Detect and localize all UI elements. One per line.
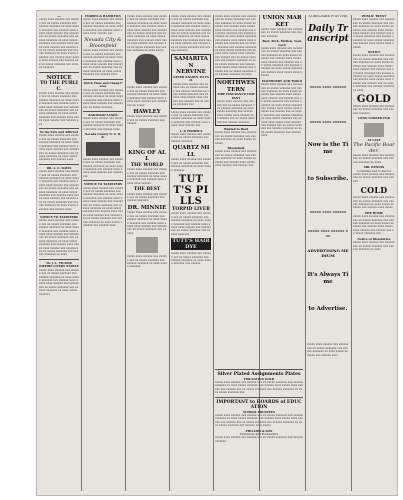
column-7: SUBSCRIBE FOR THE Daily Transcript xxxxx xxxx xxxxxx xxxxx xxxx xxxxxx Now is the Time to Subscribe. xxxxx xxxx xxxxxx xxxxx xxxx xxxxxx xxx ADVERTISING MEDIUM It's Always Time to Advertise. xxxxx xxxx xxxxxx xxx xxxxxx xxx xx xxxxx xxxxxxx xxx xxxxxx xxxxxxx xx xxxx xxxxx xxxxxxx xxx xxxxxx xxxx [307, 15, 349, 357]
to-subscribe: to Subscribe. [307, 176, 349, 183]
daily-transcript-heading: Daily Transcript [307, 24, 349, 45]
engraving [139, 128, 155, 148]
torpid-liver-heading: TORPID LIVER [172, 206, 210, 212]
sick-ad-heading: To the Sick and Afflicted [39, 130, 79, 135]
column-8: PUBLIC TRUST xxxxx xxxx xxxxxx xxx xxxxxx xxx xx xxxxx xxxxxxx xxx xxxxxx xxxxxxx xx xxxx xxxxx xxxxxxx xxx xxxxxx xxxx xxxxx xxxx xxxxxx xxx xxxxxx xxx xx xxxxx xxxxxxx xxx xxxxxx xxxxxxx xx xxxx xxxxx xxxxxxx xxx xxxxxx xxxx xxxxx xxxx xxxxxx NOTICE xxxxx xxxx xxxxxx xxx xxxxxx xxx xx xxxxx xxxxxxx xxx xxxxxx xxxxxxx xx xxxx xxxxx xxxxxxx xxx xxxxxx xxxx xxxxx xxxx xxxxxx xxx xxxxxx xxx xx xxxxx xxxxxxx xxx xxxxxx xxxxxxx xx xxxx xxxxx xxxxxxx xxx xxxxxx xxxx xxxxx xxxx xxxxxx xxx xxxxxx xxx xx xxxxx xxxxxxx xxx xxxxxx xxxxxxx xx xxxx GOLD xxxxx xxxx xxxxxx xxx xxxxxx xxx xx xxxxx xxxxxxx xxx xxxxxx xxxxxxx LONG LOOKED FOR AT LAST The Pacific Boarder. xxxxx xxxx xxxxxx xxx xxxxxx xxx xx xxxxx xxxxxxx xxx xxxxxx xxxxxxx xx xxxx MR. DENNIS Constable and Collector xxxxx xxxx xxxxxx xxx xxxxxx xxx xx xxxxx xxxxxxx xxx xxxxxx COLD xxxxx xxxx xxxxxx xxx xxxxxx xxx xx xxxxx xxxxxxx xxx xxxxxx xxxxxxx xx xxxx xxxxx xxxxxxx xxx xxxxxx xxxx xxxxx THE HOME xxxxx xxxx xxxxxx xxx xxxxxx xxx xx xxxxx xxxxxxx xxx xxxxxx xxxxxxx xx xxxx xxxxx xxxxxxx xxx xxxxxx xxxx xxxxx xxxx xxxxxx xxx xxxxxx xxx xx xxxxx xxxxxxx xxx Notice of Dissolution xxxxx xxxx xxxxxx xxx xxxxxx xxx xx xxxxx xxxxxxx xxx xxxxxx xxxxxxx xx xxxx [353, 15, 395, 251]
taxpayers-heading-2: NOTICE TO TAXPAYERS [84, 182, 122, 187]
home-heading: THE HOME [364, 210, 384, 215]
notice-heading: NOTICE [46, 74, 72, 81]
to-advertise: to Advertise. [308, 306, 348, 313]
railroad-lands-heading: RAILROAD LANDS [88, 112, 118, 117]
column-2: FORBES & HAMILTON xxxxx xxxx xxxxxx xxx xxxxxx xxx xx xxxxx xxxxxxx xxx xxxxxx xxxxxxx xx xxxx xxxxx xxxxxxx xxx xxxxxx xxxx xxxxx xxxx xxxxxx xxx Nevada City & Bloomfield xxxxx xxxx xxxxxx xxx xxxxxx xxx xx xxxxx xxxxxxx xxx xxxxxx xxxxxxx xx xxxx xxxxx xxxxxxx xxx xxxxxx xxxx xxxxx xxxx xxxxxx xxx xxxxxx xxx xx xxxxx xxxxxxx xxx xxxxxx xxxxxxx xx xxxx xxxxx xxxxxxx xxx xxxxxx xxxx Quick Time and Cheap Fares xxxxx xxxx xxxxxx xxx xxxxxx xxx xx xxxxx xxxxxxx xxx xxxxxx xxxxxxx xx xxxx xxxxx xxxxxxx xxx xxxxxx xxxx xxxxx xxxx xxxxxx xxx xxxxxx xxx xx xxxxx xxxxxxx RAILROAD LANDS xxxxx xxxx xxxxxx xxx xxxxxx xxx xx xxxxx xxxxxxx xxx xxxxxx xxxxxxx xx xxxx xxxxx xxxxxxx xxx xxxxxx xxxx Nevada County N. G. R. R. xxxxx xxxx xxxxxx xxx xxxxxx xxx xx xxxxx xxxxxxx xxx xxxxxx xxxxxxx xx xxxx xxxxx xxxxxxx xxx xxxxxx xxxx xxxxx xxxx xxxxxx xxx xxxxxx xxx NOTICE TO TAXPAYERS xxxxx xxxx xxxxxx xxx xxxxxx xxx xx xxxxx xxxxxxx xxx xxxxxx xxxxxxx xx xxxx xxxxx xxxxxxx xxx xxxxxx xxxx xxxxx xxxx xxxxxx xxx xxxxxx xxx xx xxxxx xxxxxxx xxx xxxxxx xxxxxxx xx xxxx xxxxx xxxxxxx xxx xxxxxx xxxx xxxxx xxxx xxxxxx xxx xxxxxx xxx xx xxxxx xxxxxxx xxx xxxxxx xxxxxxx xx xxxx xxxxx xxxxxxx xxx xxxxxx xxxx [83, 15, 123, 228]
dissolution-heading: Notice of Dissolution [357, 236, 391, 241]
column-4: xxxxx xxxx xxxxxx xxx xxxxxx xxx xx xxxxx xxxxxxx xxx xxxxxx xxxxxxx xx xxxx xxxxx xxxxxxx xxx xxxxxx xxxx xxxxx xxxx xxxxxx xxx xxxxxx xxx xx xxxxx xxxxxxx xxx xxxxxx xxxxxxx xx xxxx xxxxx xxxxxxx xxx xxxxxx xxxx xxxxx xxxx xxxxxx xxx xxxxxx xxx xx xxxxx xxxxxxx xxx xxxxxx xxxxxxx SAMARITAN NERVINE NEVER KNOWN TO FAIL xxxxx xxxx xxxxxx xxx xxxxxx xxx xx xxxxx xxxxxxx xxx xxxxxx xxxxxxx xx xxxx xxxxx xxxxxxx xxx xxxxxx xxxx xxxxx xxxx xxxxxx xxx xxxxxx xxx xx xxxxx xxxxxxx xxx xxxxx xxxx xxxxxx xxx xxxxxx xxx xx xxxxx xxxxxxx xxx xxxxxx xxxxxxx xx xxxx xxxxx xxxxxxx xxx xxxxxx xxxx xxxxx xxxx xxxxxx xxx L. P. FISHER'S xxxxx xxxx xxxxxx xxx xxxxxx xxx xx xxxxx xxxxxxx xxx xxxxxx xxxxxxx QUARTZ MILL xxxxx xxxx xxxxxx xxx xxxxxx xxx xx xxxxx xxxxxxx xxx xxxxxx xxxxxxx xx xxxx xxxxx xxxxxxx TUTT'S PILLS TORPID LIVER xxxxx xxxx xxxxxx xxx xxxxxx xxx xx xxxxx xxxxxxx xxx xxxxxx xxxxxxx xx xxxx xxxxx xxxxxxx xxx xxxxxx xxxx xxxxx xxxx xxxxxx xxx xxxxxx xxx xx xxxxx xxxxxxx xxx xxxxxx xxxxxxx TUTT'S HAIR DYE xxxxx xxxx xxxxxx xxx xxxxxx xxx xx xxxxx xxxxxxx xxx xxxxxx xxxxxxx xx xxxx xxxxx xxxxxxx xxx xxxxxx [171, 15, 211, 266]
samaritan-heading: SAMARITAN [174, 56, 208, 69]
subscribe-line: SUBSCRIBE FOR THE [308, 15, 348, 18]
the-world-heading: THE WORLD [130, 162, 164, 168]
notice-subheading: TO THE PUBLIC. [40, 81, 78, 92]
column-5: xxxxx xxxx xxxxxx xxx xxxxxx xxx xx xxxxx xxxxxxx xxx xxxxxx xxxxxxx xx xxxx xxxxx xxxxxxx xxx xxxxxx xxxx xxxxx xxxx xxxxxx xxx xxxxxx xxx xx xxxxx xxxxxxx xxx xxxxxx xxxxxxx xx xxxx xxxxx xxxxxxx xxx xxxxxx xxxx xxxxx xxxx xxxxxx xxx xxxxxx xxx xx xxxxx xxxxxxx xxx xxxxxx xxxxxxx xx xxxx xxxxx xxxxxxx xxx xxxxxx xxxx xxxxx xxxx xxxxxx xxx xxxxxx xxx xx xxxxx xxxxxxx xxx xxxxxx xxxxxxx xx xxxx xxxxx xxxxxxx xxx xxxxxx xxxx xxxxx xxxx xxxxxx xxx xxxxxx xxx xx xxxxx xxxxxxx xxx xxxxxx xxxxxxx xx xxxx NORTHWESTERN FIRE INSURANCE COMPANY xxxxx xxxx xxxxxx xxx xxxxxx xxx xx xxxxx xxxxxxx xxx xxxxxx xxxxxxx xx xxxx xxxxx xxxxxxx xxx xxxxxx xxxx xxxxx xxxx xxxxxx xxx xxxxxx xxx xx xxxxx xxxxxxx xxx xxxxxx xxxxxxx Wanted to Rent xxxxx xxxx xxxxxx xxx xxxxxx xxx xx xxxxx xxxxxxx xxx xxxxxx xxxxxxx xx xxxx xxxxx xxxxxxx Bloomfield xxxxx xxxx xxxxxx xxx xxxxxx xxx xx xxxxx xxxxxxx xxx xxxxxx xxxxxxx xx xxxx xxxxx xxxxxxx xxx xxxxxx xxxx xxxxx xxxx xxxxxx xxx xxxxxx xxx [215, 15, 257, 168]
cold-heading: COLD [360, 185, 388, 196]
phillips-heading: PHILLIPS & SON [245, 428, 273, 433]
now-is-the-time: Now is the Time [307, 142, 349, 156]
column-3: xxxxx xxxx xxxxxx xxx xxxxxx xxx xx xxxxx xxxxxxx xxx xxxxxx xxxxxxx xx xxxx xxxxx xxxxxxx xxx xxxxxx xxxx xxxxx xxxx xxxxxx xxx xxxxxx xxx xx xxxxx xxxxxxx xxx xxxxxx xxxxxxx xx xxxx xxxxx xxxxxxx xxx xxxxxx xxxx xxxxx xxxx xxxxxx xxx xxxxxx xxx xx xxxxx xxxxxxx xxx xxxxxx xxxxxxx xx xxxx xxxxx xxxxx xxxx xxxxxx xxx xxxxxx xxx xx xxxxx xxxxxxx xxx xxxxxx xxxxxxx xx xxxx xxxxx xxxxxxx xxx xxxxxx xxxx xxxxx xxxx xxxxxx xxx xxxxxx xxx xx xxxxx HAWLEY xxxxx xxxx xxxxxx xxx xxxxxx xxx xx xxxxx xxxxxxx xxx xxxxxx KING OF ALL THE WORLD xxxxx xxxx xxxxxx xxx xxxxxx xxx xx xxxxx xxxxxxx xxx xxxxxx xxxxxxx xx xxxx xxxxx xxxxxxx xxx xxxxxx xxxx xxxxx xxxx xxxxxx THE BEST xxxxx xxxx xxxxxx xxx xxxxxx xxx xx xxxxx xxxxxxx xxx xxxxxx xxxxxxx DR. MINNIE xxxxx xxxx xxxxxx xxx xxxxxx xxx xx xxxxx xxxxxxx xxx xxxxxx xxxxxxx xx xxxx xxxxx xxxxxxx xxx xxxxxx xxxx xxxxx xxxx xxxxxx xxx xxxxxx xxx xx xxxxx xxxxxxx xxx xxxxxx xxxxx xxxx xxxxxx xxx xxxxxx xxx xx xxxxx xxxxxxx xxx xxxxxx xxxxxxx xx xxxx xxxxx xxxxxxx [127, 15, 167, 269]
publishers-line: Publishers and Booksellers [239, 431, 279, 436]
beef-heading: Beef, Pork, Mutton, Veal, Lard [262, 39, 302, 47]
silver-plates-heading: Silver Plated Assignments Plates [217, 372, 301, 377]
city-heading: Nevada City & Bloomfield [84, 37, 122, 50]
pacific-boarder: The Pacific Boarder. [353, 141, 395, 154]
bottom-ad-block: Silver Plated Assignments Plates FOR SAVING GOLD xxxxx xxxx xxxxxx xxx xxxxxx xxx xx xxxxx xxxxxxx xxx xxxxxx xxxxxxx xx xxxx xxxxx xxxxxxx xxx xxxxxx xxxx xxxxx xxxx xxxxxx xxx xxxxxx xxx xx xxxxx xxxxxxx xxx xxxxxx xxxxxxx xx xxxx xxxxx xxxxxxx xxx IMPORTANT to BOARDS of EDUCATION SCHOOL TRUSTEES xxxxx xxxx xxxxxx xxx xxxxxx xxx xx xxxxx xxxxxxx xxx xxxxxx xxxxxxx xx xxxx xxxxx xxxxxxx xxx xxxxxx xxxx xxxxx xxxx xxxxxx xxx xxxxxx xxx xx xxxxx xxxxxxx xxx xxxxxx xxxxxxx xx xxxx xxxxx xxxxxxx xxx xxxxxx xxxx xxxxx PHILLIPS & SON Publishers and Booksellers xxxxx xxxx xxxxxx xxx xxxxxx xxx xx xxxxx xxxxxxx xxx xxxxxx xxxxxxx [215, 367, 303, 491]
doctor-name: DR. A. C. DAVIS [46, 165, 72, 170]
column-rule [213, 15, 214, 491]
stable-heading: EMPIRE LIVERY STABLE [39, 264, 79, 269]
quick-time-heading: Quick Time and Cheap Fares [83, 80, 123, 89]
scan-margin [0, 0, 36, 500]
column-1: — xxxxx xxxx xxxxxx xxx xxxxxx xxx xx xxxxx xxxxxxx xxx xxxxxx xxxxxxx xx xxxx xxxxx xxxxxxx xxx xxxxxx xxxx xxxxx xxxx xxxxxx xxx xxxxxx xxx xx xxxxx xxxxxxx xxx xxxxxx xxxxxxx xx xxxx xxxxx xxxxxxx xxx xxxxxx xxxx xxxxx xxxx xxxxxx xxx xxxxxx xxx xx xxxxx xxxxxxx xxx xxxxxx xxxxxxx xx xxxx xxxxx xxxxxxx xxx xxxxxx xxxx xxxxx xxxx xxxxxx xxx xxxxxx xxx xx xxxxx xxxxxxx xxx xxxxxx xxxxxxx NOTICE TO THE PUBLIC. xxxxx xxxx xxxxxx xxx xxxxxx xxx xx xxxxx xxxxxxx xxx xxxxxx xxxxxxx xx xxxx xxxxx xxxxxxx xxx xxxxxx xxxx xxxxx xxxx xxxxxx xxx xxxxxx xxx xx xxxxx xxxxxxx xxx xxxxxx xxxxxxx xx xxxx xxxxx xxxxxxx xxx xxxxxx xxxx xxxxx xxxx xxxxxx xxx xxxxxx xxx To the Sick and Afflicted xxxxx xxxx xxxxxx xxx xxxxxx xxx xx xxxxx xxxxxxx xxx xxxxxx xxxxxxx xx xxxx xxxxx xxxxxxx xxx xxxxxx xxxx xxxxx xxxx xxxxxx xxx xxxxxx xxx xx xxxxx xxxxxxx xxx xxxxxx xxxxxxx xx xxxx xxxxx xxxxxxx xxx xxxxxx xxxx DR. A. C. DAVIS xxxxx xxxx xxxxxx xxx xxxxxx xxx xx xxxxx xxxxxxx xxx xxxxxx xxxxxxx xx xxxx xxxxx xxxxxxx xxx xxxxxx xxxx xxxxx xxxx xxxxxx xxx xxxxxx xxx xx xxxxx xxxxxxx xxx xxxxxx xxxxxxx xx xxxx xxxxx xxxxxxx xxx xxxxxx xxxx xxxxx xxxx xxxxxx xxx xxxxxx xxx xx xxxxx xxxxxxx xxx xxxxxx xxxxxxx xx xxxx xxxxx xxxxxxx xxx xxxxxx xxxx NOTICE TO TAXPAYERS xxxxx xxxx xxxxxx xxx xxxxxx xxx xx xxxxx xxxxxxx xxx xxxxxx xxxxxxx xx xxxx xxxxx xxxxxxx xxx xxxxxx xxxx xxxxx xxxx xxxxxx xxx xxxxxx xxx xx xxxxx xxxxxxx xxx xxxxxx xxxxxxx xx xxxx xxxxx xxxxxxx xxx xxxxxx xxxx xxxxx xxxx xxxxxx xxx xxxxxx xxx xx xxxxx xxxxxxx xxx xxxxxx xxxxxxx xx xxxx Dr. J. L. TIGNER EMPIRE LIVERY STABLE xxxxx xxxx xxxxxx xxx xxxxxx xxx xx xxxxx xxxxxxx xxx xxxxxx xxxxxxx xx xxxx xxxxx xxxxxxx xxx xxxxxx xxxx xxxxx xxxx xxxxxx xxx xxxxxx xxx xx xxxxx xxxxxxx xxx xxxxxx xxxxxxx xx xxxx xxxxx xxxxxxx [39, 15, 79, 296]
column-6: UNION MARKET xxxxx xxxx xxxxxx xxx xxxxxx xxx xx xxxxx xxxxxxx xxx xxxxxx xxxxxxx Beef, Pork, Mutton, Veal, Lard xxxxx xxxx xxxxxx xxx xxxxxx xxx xx xxxxx xxxxxxx xxx xxxxxx xxxxxxx xx xxxx xxxxx xxxxxxx xxx xxxxxx xxxx xxxxx xxxx xxxxxx xxx xxxxxx xxx xx xxxxx xxxxxxx xxx xxxxxx xxxxxxx xx xxxx xxxxx xxxxxxx xxx xxxxxx xxxx xxxxx xxxx xxxxxx MACHINERY AND TOOLS xxxxx xxxx xxxxxx xxx xxxxxx xxx xx xxxxx xxxxxxx xxx xxxxxx xxxxxxx xx xxxx xxxxx xxxxxxx xxx xxxxxx xxxx xxxxx xxxx xxxxxx xxx xxxxxx xxx xx xxxxx xxxxxxx xxx xxxxxx xxxxxxx xx xxxx xxxxx xxxxxxx xxx xxxxxx xxxx xxxxx xxxx xxxxxx xxx xxxxxx xxx xx xxxxx xxxxxxx xxx xxxxxx xxxxxxx xx xxxx xxxxx xxxxxxx xxx xxxxxx xxxx xxxxx xxxx xxxxxx xxx xxxxxx xxx xx xxxxx xxxxxxx xxx xxxxxx xxxxxxx xx xxxx xxxxx xxxxxxx xxx xxxxxx xxxx [261, 15, 303, 138]
forbes-heading: FORBES & HAMILTON [85, 15, 121, 18]
minnie-heading: DR. MINNIE [127, 204, 167, 211]
column-rule [305, 15, 306, 491]
hair-dye-heading: TUTT'S HAIR DYE [172, 238, 210, 251]
union-market-heading: UNION MARKET [262, 15, 302, 28]
boards-education-heading: IMPORTANT to BOARDS of EDUCATION [216, 399, 302, 411]
advertising-medium: ADVERTISING MEDIUM [307, 248, 349, 259]
doctor-bottom: Dr. J. L. TIGNER [46, 260, 72, 265]
at-last: AT LAST [367, 137, 381, 142]
long-looked-for: LONG LOOKED FOR [358, 116, 390, 121]
northwestern-heading: NORTHWESTERN [217, 80, 255, 93]
engraving-bottom [136, 237, 158, 253]
portrait-engraving [135, 54, 159, 84]
school-trustees-heading: SCHOOL TRUSTEES [243, 409, 275, 414]
saving-gold-heading: FOR SAVING GOLD [243, 376, 275, 381]
newspaper-page [36, 10, 398, 496]
quartz-mill-heading: QUARTZ MILL [172, 145, 210, 158]
column-rule [125, 15, 126, 491]
column-rule [351, 15, 352, 491]
tutts-pills-heading: TUTT'S PILLS [173, 173, 209, 207]
notice-heading-col8: NOTICE [367, 50, 381, 55]
hawley-heading: HAWLEY [133, 108, 161, 115]
fisher-heading: L. P. FISHER'S [179, 128, 203, 133]
column-rule [81, 15, 82, 491]
timetable-table [86, 142, 120, 156]
nervine-heading: NERVINE [176, 69, 206, 76]
public-trust-heading: PUBLIC TRUST [361, 15, 387, 18]
never-fail-heading: NEVER KNOWN TO FAIL [173, 74, 209, 83]
the-best-heading: THE BEST [133, 187, 161, 193]
constable-line: Constable and Collector [356, 168, 392, 173]
gold-heading: GOLD [356, 93, 392, 105]
mr-dennis: MR. DENNIS [363, 165, 385, 170]
bloomfield-heading: Bloomfield [227, 146, 245, 150]
its-always-time: It's Always Time [307, 272, 349, 286]
column-rule [169, 15, 170, 491]
engraving-col8 [364, 123, 384, 137]
king-of-all-heading: KING OF ALL [128, 149, 166, 163]
insurance-subheading: FIRE INSURANCE COMPANY [217, 92, 255, 100]
railroad-line-heading: Nevada County N. G. R. R. [84, 131, 122, 140]
wanted-heading: Wanted to Rent [223, 126, 249, 131]
taxpayers-heading: NOTICE TO TAXPAYERS [40, 215, 78, 219]
machinery-heading: MACHINERY AND TOOLS [261, 78, 303, 83]
